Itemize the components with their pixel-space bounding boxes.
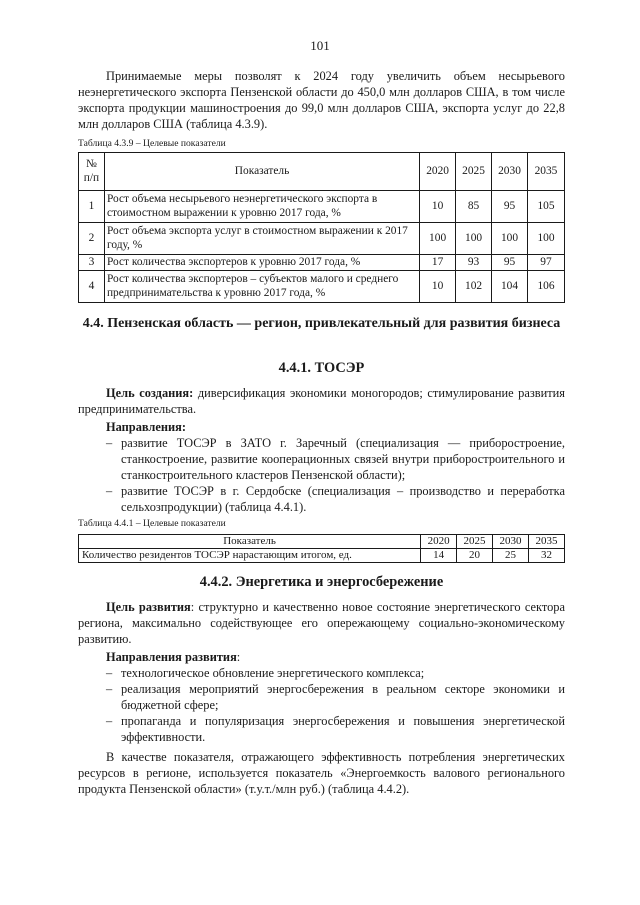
list-item: – развитие ТОСЭР в ЗАТО г. Заречный (специализация — приборостроение, станкостроение, развитие кооперационных связей внутри приборостроительного и станкостроительного кластеров Пензенской области);: [106, 436, 565, 483]
cell: 100: [492, 223, 528, 255]
cell: 14: [421, 549, 457, 563]
tosr-goal-label: Цель создания:: [106, 386, 194, 400]
cell: 10: [420, 191, 456, 223]
dash-marker: –: [106, 714, 113, 729]
table-row: [79, 549, 565, 563]
dash-marker: –: [106, 436, 113, 450]
list-item: – технологическое обновление энергетического комплекса;: [106, 666, 425, 680]
target-indicators-table-2: [78, 534, 565, 563]
header-indicator: Показатель: [79, 535, 421, 549]
energy-goal-paragraph: [78, 599, 565, 647]
cell: 102: [456, 271, 492, 303]
header-number: № п/п: [79, 153, 105, 191]
tosr-directions-list: [106, 435, 565, 515]
cell: 95: [492, 191, 528, 223]
header-2030: 2030: [492, 153, 528, 191]
header-2030: 2030: [493, 535, 529, 549]
page-number: 101: [310, 38, 330, 53]
cell: Количество резидентов ТОСЭР нарастающим итогом, ед.: [79, 549, 421, 563]
tosr-goal-paragraph: [78, 385, 565, 417]
section-heading: 4.4. Пензенская область — регион, привлекательный для развития бизнеса: [82, 316, 561, 331]
table1-caption: Таблица 4.3.9 – Целевые показатели: [78, 138, 226, 149]
cell: 97: [527, 255, 564, 271]
cell: 100: [527, 223, 564, 255]
dash-marker: –: [106, 666, 113, 680]
table-row: [79, 223, 565, 255]
cell: 3: [79, 255, 105, 271]
cell: Рост объема экспорта услуг в стоимостном выражении к 2017 году, %: [104, 223, 419, 255]
cell: Рост количества экспортеров к уровню 2017 года, %: [104, 255, 419, 271]
header-2020: 2020: [420, 153, 456, 191]
energy-goal-label: Цель развития: [106, 600, 191, 614]
header-2035: 2035: [527, 153, 564, 191]
cell: 100: [456, 223, 492, 255]
cell: 25: [493, 549, 529, 563]
subsection-title-energy: 4.4.2. Энергетика и энергосбережение: [199, 574, 444, 590]
header-2025: 2025: [457, 535, 493, 549]
header-2035: 2035: [529, 535, 565, 549]
cell: 104: [492, 271, 528, 303]
dash-marker: –: [106, 682, 113, 697]
table2-caption: Таблица 4.4.1 – Целевые показатели: [78, 518, 226, 529]
cell: 85: [456, 191, 492, 223]
tosr-goal-text: диверсификация экономики моногородов; стимулирование развития предпринимательства.: [78, 386, 565, 417]
cell: 4: [79, 271, 105, 303]
cell: 2: [79, 223, 105, 255]
table-row: [79, 255, 565, 271]
cell: Рост количества экспортеров – субъектов малого и среднего предпринимательства к уровню 2017 года, %: [104, 271, 419, 303]
table-row: [79, 271, 565, 303]
cell: 32: [529, 549, 565, 563]
cell: Рост объема несырьевого неэнергетического экспорта в стоимостном выражении к уровню 2017 года, %: [104, 191, 419, 223]
cell: 95: [492, 255, 528, 271]
dash-marker: –: [106, 484, 113, 499]
table-row: [79, 191, 565, 223]
cell: 17: [420, 255, 456, 271]
subsection-title-tosr: 4.4.1. ТОСЭР: [278, 360, 365, 376]
header-2025: 2025: [456, 153, 492, 191]
target-indicators-table-1: [78, 152, 565, 303]
energy-directions-label: Направления развития:: [106, 650, 241, 664]
cell: 100: [420, 223, 456, 255]
cell: 105: [527, 191, 564, 223]
cell: 1: [79, 191, 105, 223]
energy-directions-list: [106, 665, 565, 745]
energy-conclusion-paragraph: В качестве показателя, отражающего эффективность потребления энергетических ресурсов в регионе, используется показатель «Энергоемкость валового регионального продукта Пензенской области» (т.у.т./млн руб.) (таблица 4.4.2).: [78, 750, 565, 797]
table-header-row: [79, 535, 565, 549]
header-2020: 2020: [421, 535, 457, 549]
list-item: – развитие ТОСЭР в г. Сердобске (специализация – производство и переработка сельхозпродукции) (таблица 4.4.1).: [106, 484, 565, 515]
table-header-row: [79, 153, 565, 191]
cell: 20: [457, 549, 493, 563]
energy-goal-text: : структурно и качественно новое состояние энергетического сектора региона, максимально содействующее его опережающему социально-экономическому развитию.: [78, 600, 565, 647]
intro-paragraph: Принимаемые меры позволят к 2024 году увеличить объем несырьевого неэнергетического экспорта Пензенской области до 450,0 млн долларов США, в том числе экспорта продукции машиностроения до 99,0 млн долларов США, экспорта услуг до 22,8 млн долларов США (таблица 4.3.9).: [78, 69, 565, 132]
cell: 93: [456, 255, 492, 271]
tosr-directions-label: Направления:: [106, 420, 186, 434]
list-item: – пропаганда и популяризация энергосбережения и повышения энергетической эффективности.: [106, 714, 565, 745]
cell: 106: [527, 271, 564, 303]
list-item: – реализация мероприятий энергосбережения в реальном секторе экономики и бюджетной сфере;: [106, 682, 565, 713]
cell: 10: [420, 271, 456, 303]
header-indicator: Показатель: [104, 153, 419, 191]
